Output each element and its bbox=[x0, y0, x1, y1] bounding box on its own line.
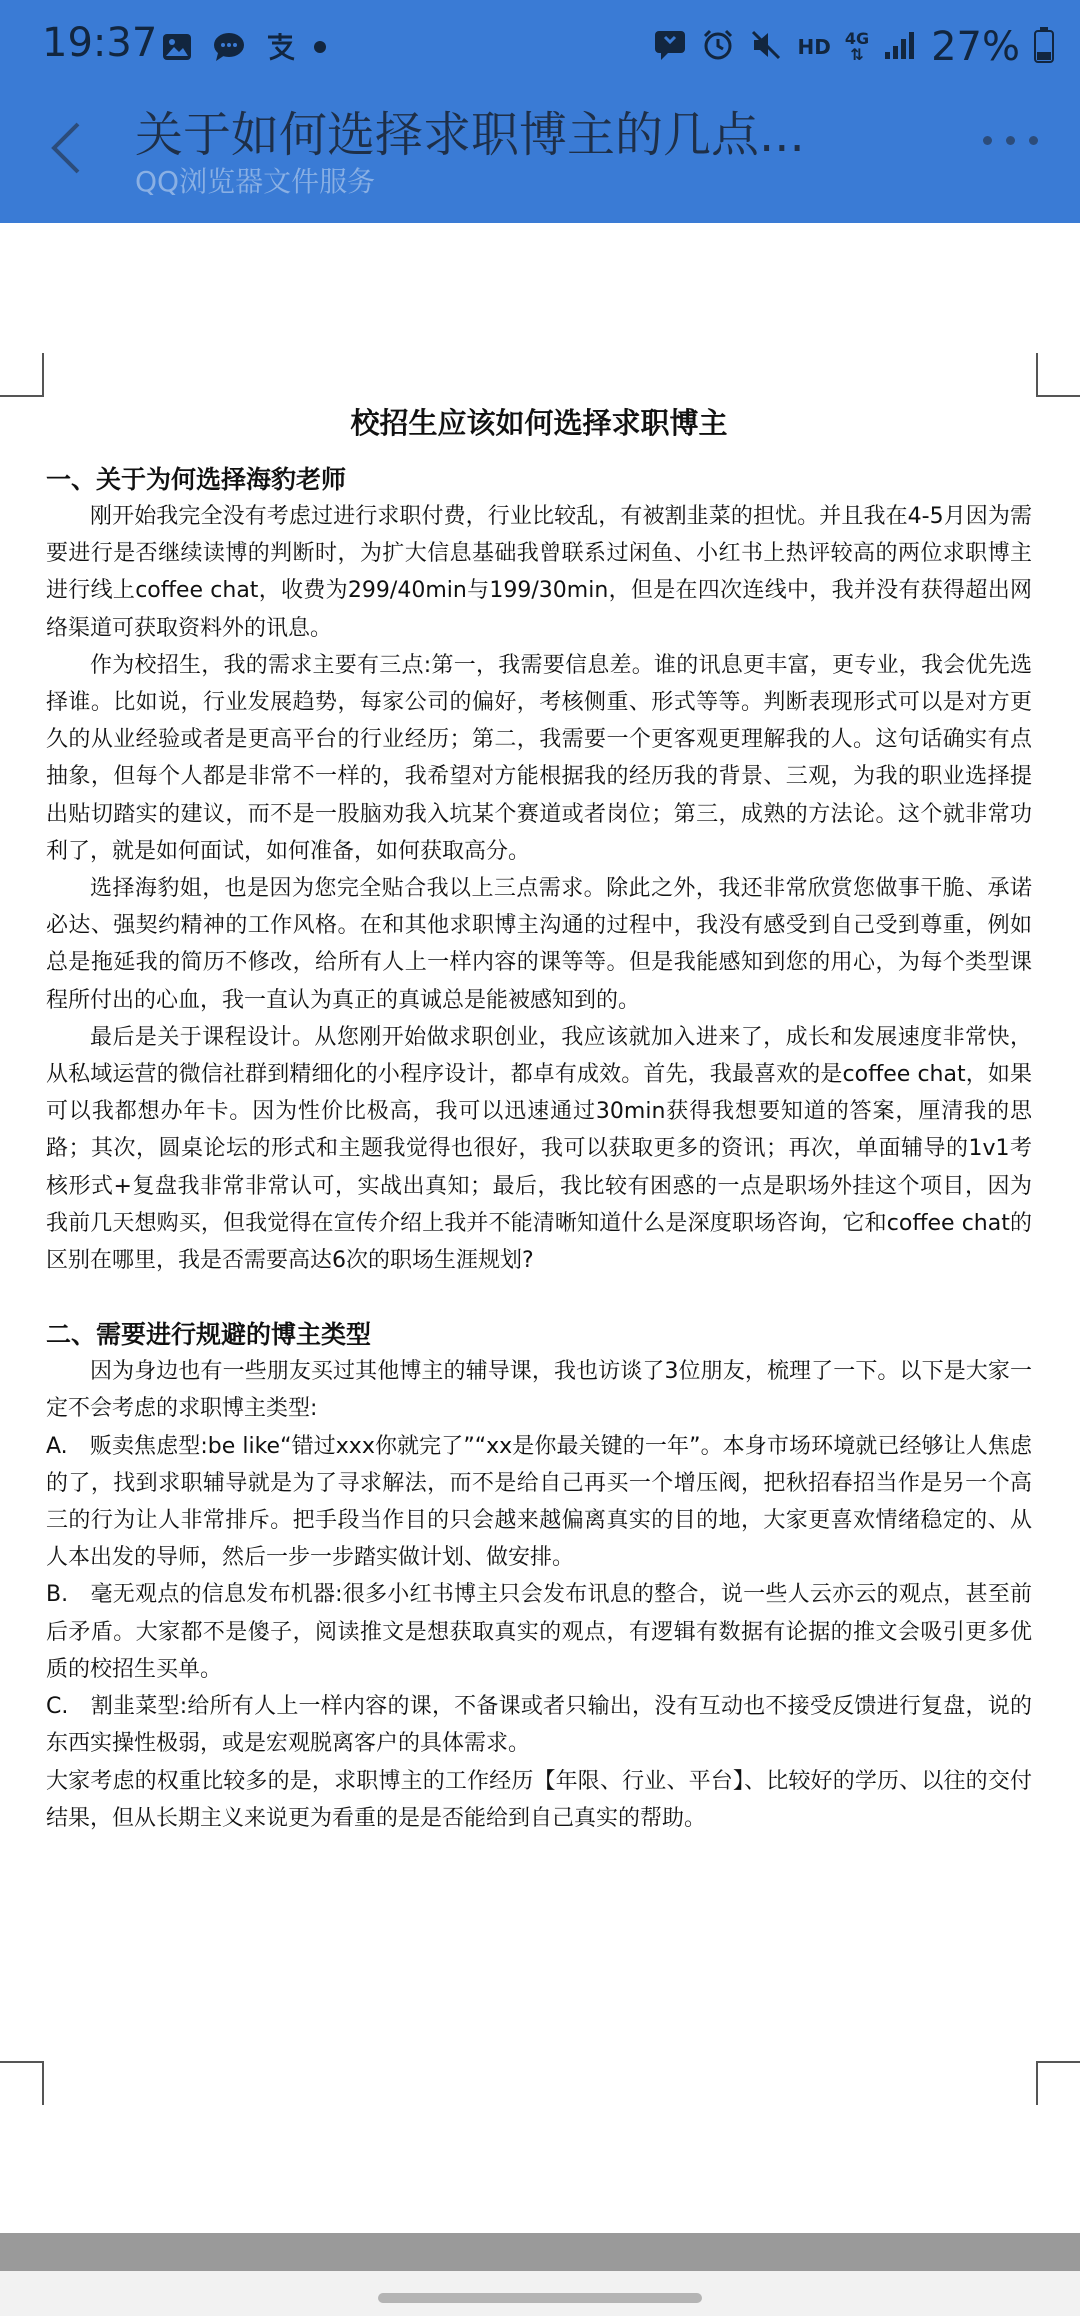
hd-icon: HD bbox=[797, 35, 831, 59]
paragraph: 作为校招生，我的需求主要有三点:第一，我需要信息差。谁的讯息更丰富，更专业，我会优先选择谁。比如说，行业发展趋势，每家公司的偏好，考核侧重、形式等等。判断表现形式可以是对方更久的从业经验或者是更高平台的行业经历；第二，我需要一个更客观更理解我的人。这句话确实有点抽象，但每个人都是非常不一样的，我希望对方能根据我的经历我的背景、三观，为我的职业选择提出贴切踏实的建议，而不是一股脑劝我入坑某个赛道或者岗位；第三，成熟的方法论。这个就非常功利了，就是如何面试，如何准备，如何获取高分。 bbox=[46, 652, 1032, 864]
notification-dot-icon bbox=[314, 41, 326, 53]
page-subtitle: QQ浏览器文件服务 bbox=[135, 165, 376, 198]
paragraph: 因为身边也有一些朋友买过其他博主的辅导课，我也访谈了3位朋友，梳理了一下。以下是大家一定不会考虑的求职博主类型: bbox=[46, 1359, 1032, 1422]
message-icon bbox=[653, 28, 687, 66]
paragraph: 刚开始我完全没有考虑过进行求职付费，行业比较乱，有被割韭菜的担忧。并且我在4-5月因为需要进行是否继续读博的判断时，为扩大信息基础我曾联系过闲鱼、小红书上热评较高的两位求职博主进行线上coffee chat，收费为299/40min与199/30min，但是在四次连线中，我并没有获得超出网络渠道可获取资料外的讯息。 bbox=[46, 504, 1032, 641]
section-heading: 一、关于为何选择海豹老师 bbox=[46, 465, 347, 494]
more-dot-icon bbox=[1029, 136, 1038, 145]
more-dot-icon bbox=[1006, 136, 1015, 145]
battery-icon bbox=[1034, 27, 1054, 67]
home-gesture-bar[interactable] bbox=[378, 2293, 702, 2303]
page-corner-mark bbox=[1036, 2061, 1080, 2105]
status-left-icons bbox=[158, 28, 326, 66]
paragraph: 最后是关于课程设计。从您刚开始做求职创业，我应该就加入进来了，成长和发展速度非常快，从私域运营的微信社群到精细化的小程序设计，都卓有成效。首先，我最喜欢的是coffee chat，如果可以我都想办年卡。因为性价比极高，我可以迅速通过30min获得我想要知道的答案，厘清我的思路；其次，圆桌论坛的形式和主题我觉得也很好，我可以获取更多的资讯；再次，单面辅导的1v1考核形式+复盘我非常非常认可，实战出真知；最后，我比较有困惑的一点是职场外挂这个项目，因为我前几天想购买，但我觉得在宣传介绍上我并不能清晰知道什么是深度职场咨询，它和coffee chat的区别在哪里，我是否需要高达6次的职场生涯规划? bbox=[46, 1024, 1032, 1274]
section-heading: 二、需要进行规避的博主类型 bbox=[46, 1320, 372, 1350]
back-button[interactable] bbox=[46, 118, 86, 178]
status-time: 19:37 bbox=[42, 20, 158, 66]
paragraph: 大家考虑的权重比较多的是，求职博主的工作经历【年限、行业、平台】、比较好的学历、以往的交付结果，但从长期主义来说更为看重的是是否能给到自己真实的帮助。 bbox=[46, 1768, 1032, 1831]
document-content bbox=[46, 403, 1032, 1837]
page-corner-mark bbox=[1036, 353, 1080, 397]
paragraph: 选择海豹姐，也是因为您完全贴合我以上三点需求。除此之外，我还非常欣赏您做事干脆、承诺必达、强契约精神的工作风格。在和其他求职博主沟通的过程中，我没有感受到自己受到尊重，例如总是拖延我的简历不修改，给所有人上一样内容的课等等。但是我能感知到您的用心，为每个类型课程所付出的心血，我一直认为真正的真诚总是能被感知到的。 bbox=[46, 876, 1032, 1013]
list-item: C. 割韭菜型:给所有人上一样内容的课，不备课或者只输出，没有互动也不接受反馈进行复盘，说的东西实操性极弱，或是宏观脱离客户的具体需求。 bbox=[46, 1694, 1032, 1757]
list-item: A. 贩卖焦虑型:be like“错过xxx你就完了”“xx是你最关键的一年”。本身市场环境就已经够让人焦虑的了，找到求职辅导就是为了寻求解法，而不是给自己再买一个增压阀，把秋招春招当作是另一个高三的行为让人非常排斥。把手段当作目的只会越来越偏离真实的目的地，大家更喜欢情绪稳定的、从人本出发的导师，然后一步一步踏实做计划、做安排。 bbox=[46, 1433, 1032, 1571]
app-header bbox=[0, 0, 1080, 223]
page-corner-mark bbox=[0, 2061, 44, 2105]
battery-percent: 27% bbox=[931, 24, 1020, 70]
more-options-button[interactable] bbox=[983, 136, 1038, 145]
more-dot-icon bbox=[983, 136, 992, 145]
gallery-icon bbox=[158, 28, 196, 66]
list-item: B. 毫无观点的信息发布机器:很多小红书博主只会发布讯息的整合，说一些人云亦云的观点，甚至前后矛盾。大家都不是傻子，阅读推文是想获取真实的观点，有逻辑有数据有论据的推文会吸引更多优质的校招生买单。 bbox=[46, 1582, 1032, 1682]
chat-bubble-icon bbox=[210, 28, 248, 66]
gesture-nav-area bbox=[0, 2271, 1080, 2316]
4g-icon: 4G ⇅ bbox=[844, 29, 870, 64]
page-title: 关于如何选择求职博主的几点... bbox=[135, 107, 805, 163]
page-corner-mark bbox=[0, 353, 44, 397]
bottom-toolbar bbox=[0, 2233, 1080, 2271]
chevron-left-icon bbox=[46, 118, 86, 178]
signal-icon bbox=[883, 30, 917, 64]
document-title: 校招生应该如何选择求职博主 bbox=[350, 406, 728, 440]
alarm-icon bbox=[701, 28, 735, 66]
document-viewer[interactable] bbox=[0, 223, 1080, 2233]
alipay-icon bbox=[262, 28, 300, 66]
status-bar bbox=[0, 0, 1080, 96]
mute-icon bbox=[749, 28, 783, 66]
status-right-icons bbox=[653, 24, 1054, 70]
